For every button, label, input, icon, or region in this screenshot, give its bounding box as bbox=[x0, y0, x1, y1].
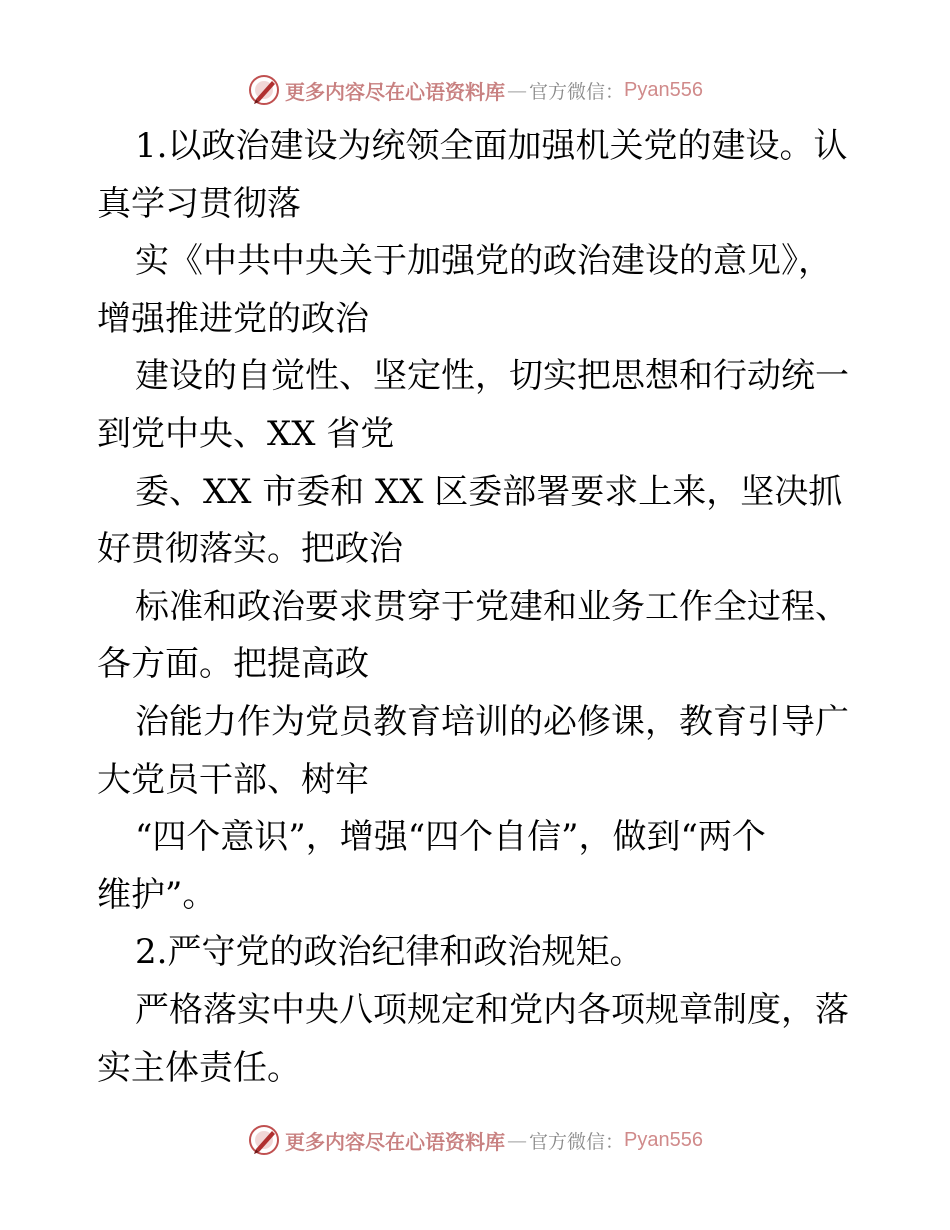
text-line: 维护”。 bbox=[97, 874, 217, 915]
watermark-wechat-label: 官方微信： bbox=[529, 1130, 625, 1153]
pen-logo-icon bbox=[247, 73, 281, 107]
text-line: 实《中共中央关于加强党的政治建设的意见》， bbox=[135, 241, 832, 282]
text-line: 1.以政治建设为统领全面加强机关党的建设。认 bbox=[135, 126, 848, 166]
text-line: 真学习贯彻落 bbox=[97, 183, 301, 224]
text-line: “四个意识”，增强“四个自信”，做到“两个 bbox=[135, 817, 766, 858]
text-line: 标准和政治要求贯穿于党建和业务工作全过程、 bbox=[135, 586, 849, 627]
watermark-wechat-id: Pyan556 bbox=[624, 1128, 703, 1151]
header-watermark bbox=[0, 70, 950, 110]
text-line: 委、XX 市委和 XX 区委部署要求上来，坚决抓 bbox=[135, 471, 843, 512]
watermark-wechat-label: 官方微信： bbox=[529, 80, 625, 103]
text-line: 2.严守党的政治纪律和政治规矩。 bbox=[135, 932, 644, 973]
text-line: 大党员干部、树牢 bbox=[97, 759, 369, 800]
watermark-site-text: 更多内容尽在心语资料库 bbox=[285, 79, 505, 104]
text-line: 好贯彻落实。把政治 bbox=[97, 529, 403, 570]
text-line: 增强推进党的政治 bbox=[97, 298, 369, 339]
text-line: 严格落实中央八项规定和党内各项规章制度，落 bbox=[135, 989, 849, 1030]
text-line: 实主体责任。 bbox=[97, 1047, 301, 1088]
text-line: 治能力作为党员教育培训的必修课，教育引导广 bbox=[135, 701, 849, 742]
footer-watermark bbox=[0, 1120, 950, 1160]
document-body bbox=[97, 118, 857, 1097]
watermark-dash: — bbox=[507, 1128, 527, 1152]
watermark-wechat-id: Pyan556 bbox=[624, 78, 703, 101]
watermark-site-text: 更多内容尽在心语资料库 bbox=[285, 1129, 505, 1154]
text-line: 各方面。把提高政 bbox=[97, 644, 369, 685]
pen-logo-icon bbox=[247, 1123, 281, 1157]
watermark-dash: — bbox=[507, 78, 527, 102]
text-line: 建设的自觉性、坚定性，切实把思想和行动统一 bbox=[135, 356, 849, 397]
text-line: 到党中央、XX 省党 bbox=[97, 413, 395, 454]
